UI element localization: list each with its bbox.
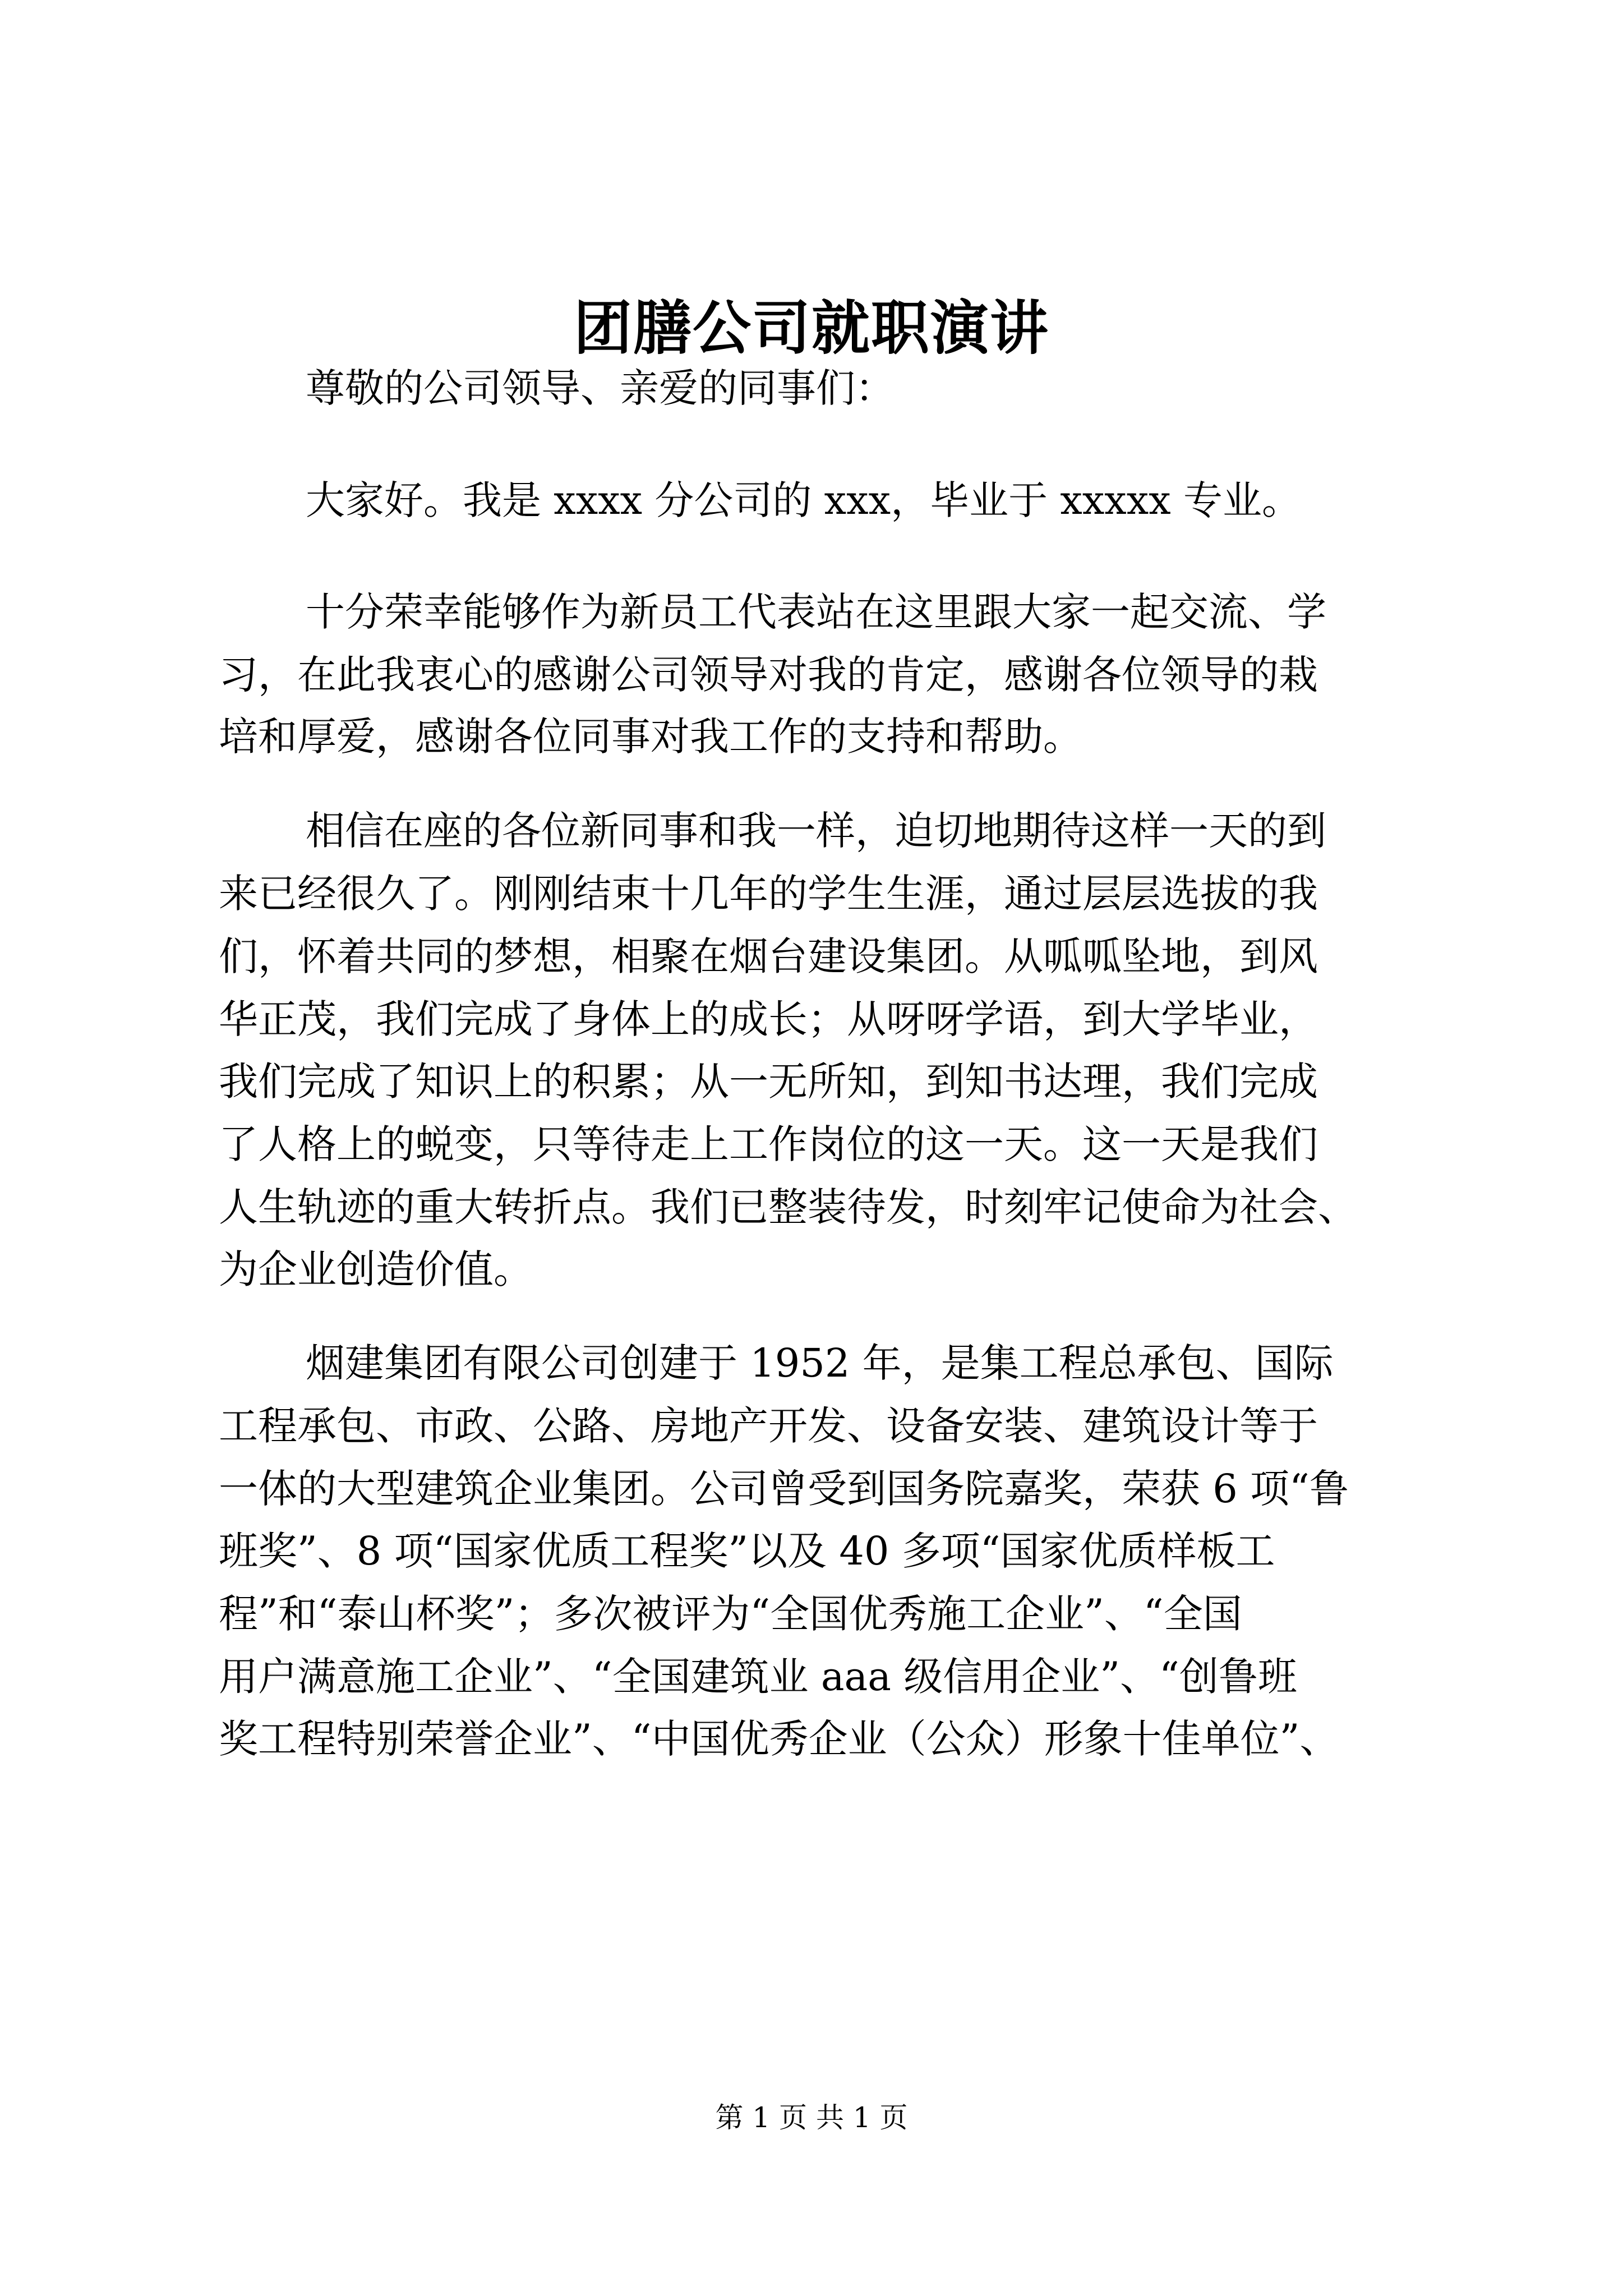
text-line: 一体的大型建筑企业集团。公司曾受到国务院嘉奖，荣获 6 项“鲁 <box>219 1466 1349 1512</box>
text-line: 烟建集团有限公司创建于 1952 年，是集工程总承包、国际 <box>306 1340 1334 1386</box>
text-line: 十分荣幸能够作为新员工代表站在这里跟大家一起交流、学 <box>306 589 1326 635</box>
page-number-footer: 第 1 页 共 1 页 <box>715 2101 908 2134</box>
text-line: 奖工程特别荣誉企业”、“中国优秀企业（公众）形象十佳单位”、 <box>219 1716 1339 1762</box>
text-line: 华正茂，我们完成了身体上的成长；从呀呀学语，到大学毕业， <box>219 996 1318 1042</box>
text-line: 程”和“泰山杯奖”；多次被评为“全国优秀施工企业”、“全国 <box>219 1591 1242 1637</box>
text-line: 习，在此我衷心的感谢公司领导对我的肯定，感谢各位领导的栽 <box>219 652 1318 698</box>
text-line: 来已经很久了。刚刚结束十几年的学生生涯，通过层层选拔的我 <box>219 871 1318 917</box>
text-line: 我们完成了知识上的积累；从一无所知，到知书达理，我们完成 <box>219 1059 1318 1105</box>
text-line: 相信在座的各位新同事和我一样，迫切地期待这样一天的到 <box>306 808 1326 854</box>
text-line: 人生轨迹的重大转折点。我们已整装待发，时刻牢记使命为社会、 <box>219 1184 1357 1230</box>
text-line-greeting: 大家好。我是 xxxx 分公司的 xxx，毕业于 xxxxx 专业。 <box>306 477 1301 523</box>
document-title: 团膳公司就职演讲 <box>573 293 1049 362</box>
text-line: 们，怀着共同的梦想，相聚在烟台建设集团。从呱呱坠地，到风 <box>219 933 1318 979</box>
text-line: 工程承包、市政、公路、房地产开发、设备安装、建筑设计等于 <box>219 1403 1318 1449</box>
text-line: 了人格上的蜕变，只等待走上工作岗位的这一天。这一天是我们 <box>219 1121 1318 1167</box>
text-line-salutation: 尊敬的公司领导、亲爱的同事们： <box>306 365 895 411</box>
text-line: 用户满意施工企业”、“全国建筑业 aaa 级信用企业”、“创鲁班 <box>219 1654 1297 1700</box>
text-line: 班奖”、8 项“国家优质工程奖”以及 40 多项“国家优质样板工 <box>219 1528 1275 1574</box>
text-line: 培和厚爱，感谢各位同事对我工作的支持和帮助。 <box>219 714 1082 760</box>
text-line: 为企业创造价值。 <box>219 1246 533 1292</box>
